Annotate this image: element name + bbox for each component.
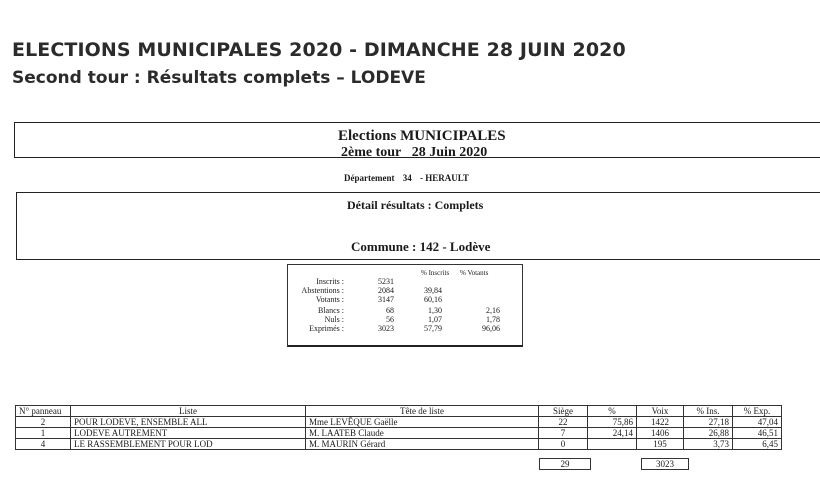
election-date: 28 Juin 2020 [411,145,488,160]
col-liste: Liste [71,406,306,417]
col-pct: % [588,406,637,417]
table-header-row [16,406,782,417]
col-siege: Siège [539,406,588,417]
department-label: Département [344,173,395,183]
table-row: 2 POUR LODEVE, ENSEMBLE ALL Mme LEVÊQUE Gaëlle 22 75,86 1422 27,18 47,04 [16,417,782,428]
document-title: Elections MUNICIPALES [338,128,506,144]
stats-row: Exprimés : 3023 57,79 96,06 [309,324,500,333]
table-row: 1 LODEVE AUTREMENT M. LAATEB Claude 7 24,14 1406 26,88 46,51 [16,428,782,439]
commune-label: Commune : 142 - Lodève [351,239,491,254]
stats-row: Votants : 3147 60,16 [315,295,442,304]
results-table [15,405,782,450]
page-subtitle: Second tour : Résultats complets – LODEVE [12,68,426,88]
page-title: ELECTIONS MUNICIPALES 2020 - DIMANCHE 28 JUIN 2020 [12,39,626,61]
col-pct-ins: % Ins. [684,406,733,417]
round-label: 2ème tour [341,145,402,160]
department-name: - HERAULT [419,173,469,183]
detail-results: Détail résultats : Complets [347,198,484,212]
document-round-date [341,145,487,161]
col-tete: Tête de liste [306,406,539,417]
stats-row: Nuls : 56 1,07 1,78 [324,315,500,324]
stats-table [287,264,523,347]
stats-row: Abstentions : 2084 39,84 [301,286,442,295]
department-line [344,173,475,183]
col-pct-exp: % Exp. [733,406,782,417]
stats-header-pct-votants: % Votants [460,269,489,277]
col-voix: Voix [637,406,684,417]
total-sieges: 29 [539,458,591,470]
col-panneau: N° panneau [16,406,71,417]
stats-row: Blancs : 68 1,30 2,16 [318,306,500,315]
stats-header-pct-inscrits: % Inscrits [421,269,450,277]
stats-row: Inscrits : 5231 [316,277,394,286]
department-number: 34 [402,173,412,183]
total-voix: 3023 [641,458,689,470]
table-row: 4 LE RASSEMBLEMENT POUR LOD M. MAURIN Gérard 0 195 3,73 6,45 [16,439,782,450]
